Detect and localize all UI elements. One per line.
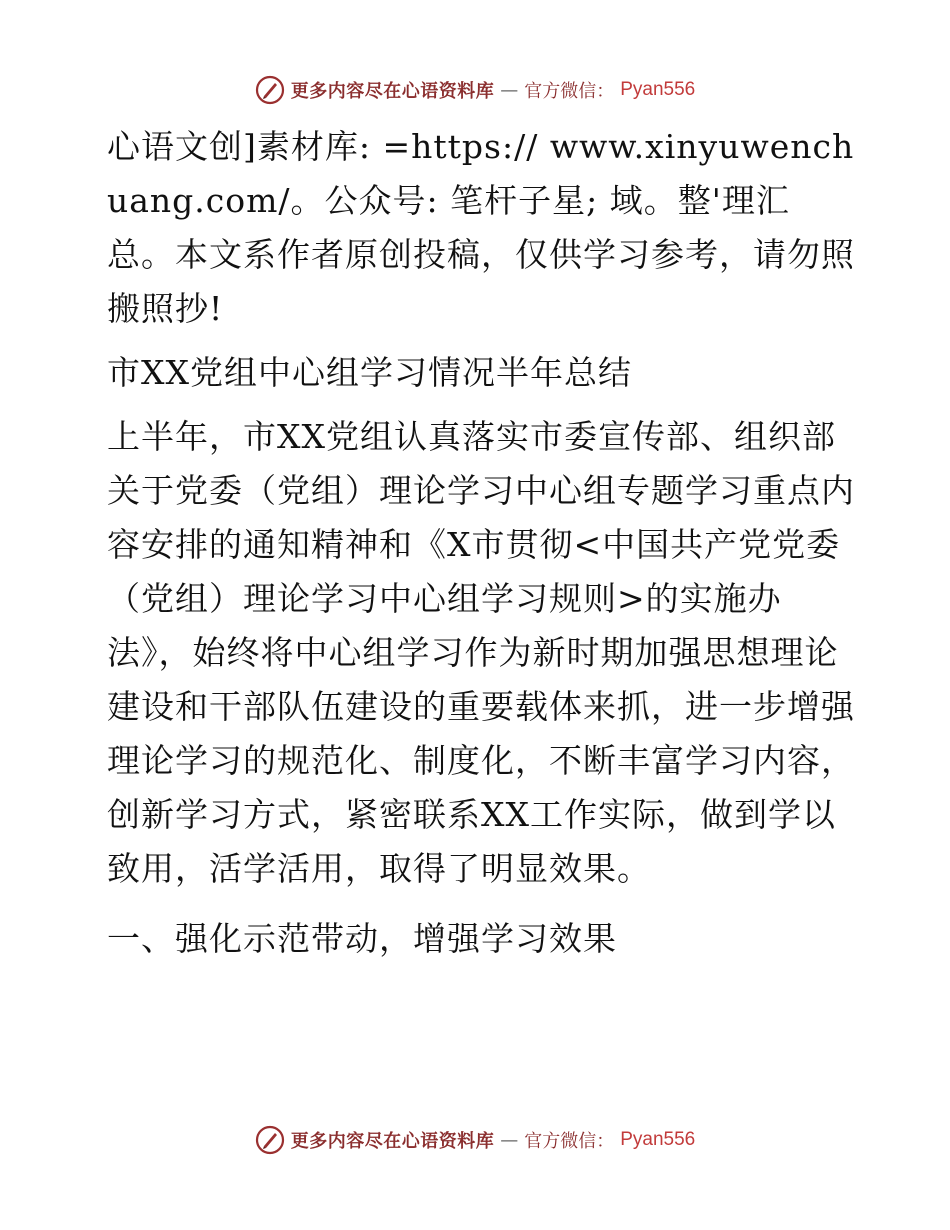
quill-logo-icon	[255, 75, 285, 105]
banner-slogan: 更多内容尽在心语资料库	[290, 1131, 495, 1152]
banner-dash: —	[500, 79, 519, 101]
quill-logo-icon	[255, 1125, 285, 1155]
intro-paragraph: 心语文创]素材库: =https:// www.xinyuwenchuang.com/。公众号: 笔杆子星; 域。整'理汇总。本文系作者原创投稿，仅供学习参考，请勿照搬照抄!	[107, 127, 855, 328]
section-heading: 一、强化示范带动，增强学习效果	[107, 919, 617, 958]
banner-wechat-label: 官方微信：	[524, 1131, 615, 1152]
banner-wechat-label: 官方微信：	[524, 81, 615, 102]
banner-wechat-id: Pyan556	[620, 1129, 696, 1150]
body-paragraph: 上半年，市XX党组认真落实市委宣传部、组织部关于党委（党组）理论学习中心组专题学习重点内容安排的通知精神和《X市贯彻<中国共产党党委（党组）理论学习中心组学习规则>的实施办法》，始终将中心组学习作为新时期加强思想理论建设和干部队伍建设的重要载体来抓，进一步增强理论学习的规范化、制度化，不断丰富学习内容，创新学习方式，紧密联系XX工作实际，做到学以致用，活学活用，取得了明显效果。	[107, 417, 855, 888]
document-content	[97, 120, 857, 966]
banner-dash: —	[500, 1129, 519, 1151]
header-banner	[0, 70, 950, 110]
document-title: 市XX党组中心组学习情况半年总结	[107, 353, 632, 392]
footer-banner	[0, 1120, 950, 1160]
banner-slogan: 更多内容尽在心语资料库	[290, 81, 495, 102]
banner-wechat-id: Pyan556	[620, 79, 696, 100]
